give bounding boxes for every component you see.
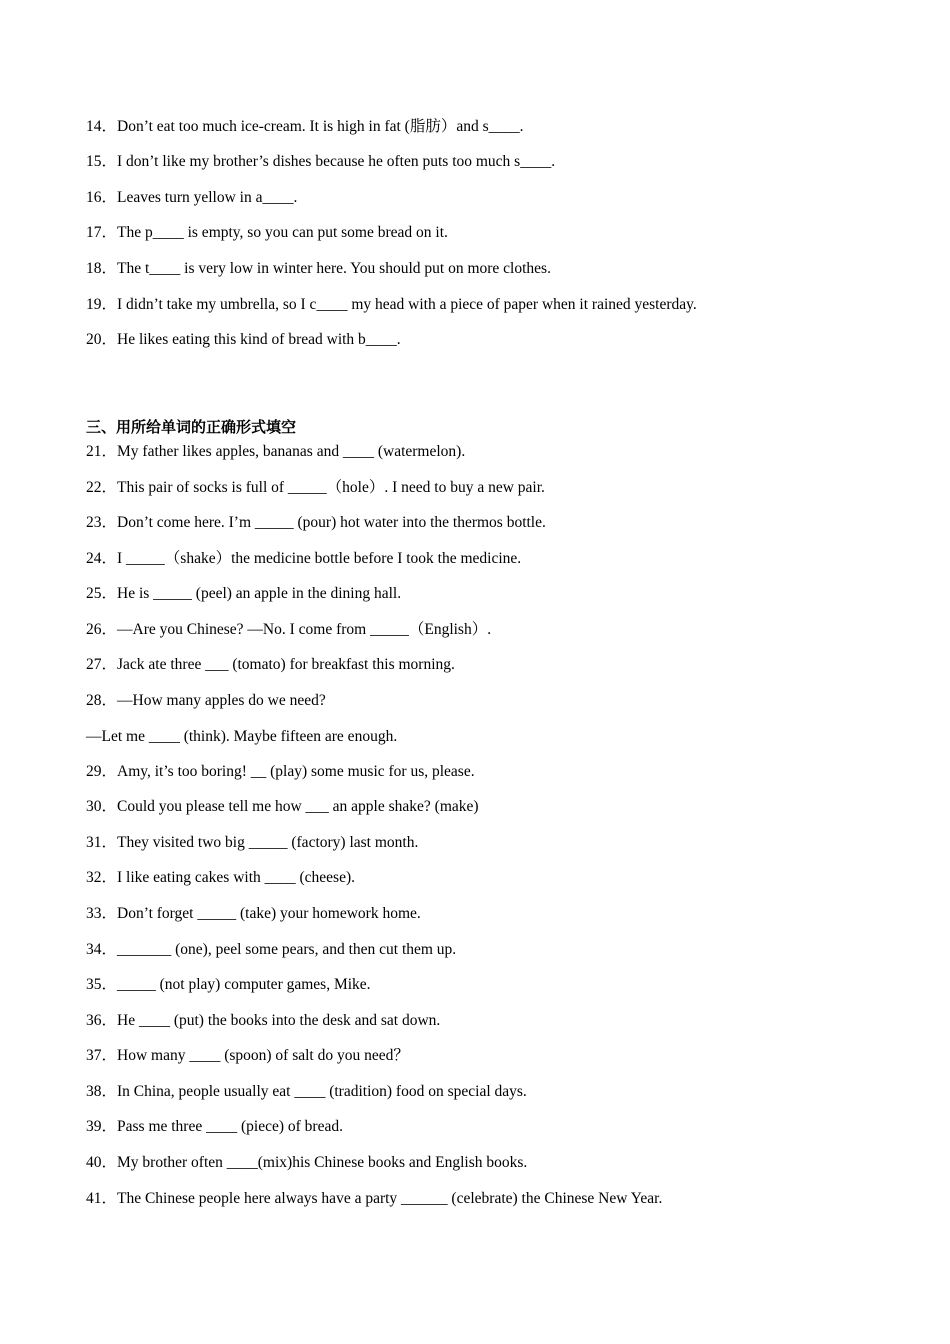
question-34: 34．_______ (one), peel some pears, and then cut them up. [86, 941, 457, 958]
question-40: 40．My brother often ____(mix)his Chinese books and English books. [86, 1154, 528, 1171]
question-20: 20．He likes eating this kind of bread with b____. [86, 331, 401, 348]
question-31: 31．They visited two big _____ (factory) last month. [86, 834, 419, 851]
question-21: 21．My father likes apples, bananas and ____ (watermelon). [86, 443, 466, 460]
question-27: 27．Jack ate three ___ (tomato) for breakfast this morning. [86, 656, 455, 673]
question-14: 14．Don’t eat too much ice-cream. It is high in fat (脂肪）and s____. [86, 118, 524, 135]
question-38: 38．In China, people usually eat ____ (tradition) food on special days. [86, 1083, 527, 1100]
question-39: 39．Pass me three ____ (piece) of bread. [86, 1118, 343, 1135]
question-30: 30．Could you please tell me how ___ an apple shake? (make) [86, 798, 479, 815]
question-28: 28．—How many apples do we need? [86, 692, 326, 709]
question-33: 33．Don’t forget _____ (take) your homework home. [86, 905, 421, 922]
question-41: 41．The Chinese people here always have a party ______ (celebrate) the Chinese New Year. [86, 1190, 663, 1207]
question-32: 32．I like eating cakes with ____ (cheese). [86, 869, 356, 886]
question-28-continued: —Let me ____ (think). Maybe fifteen are enough. [86, 728, 398, 745]
question-24: 24．I _____（shake）the medicine bottle before I took the medicine. [86, 550, 522, 567]
question-19: 19．I didn’t take my umbrella, so I c____ my head with a piece of paper when it rained yesterday. [86, 296, 697, 313]
question-23: 23．Don’t come here. I’m _____ (pour) hot water into the thermos bottle. [86, 514, 546, 531]
question-15: 15．I don’t like my brother’s dishes because he often puts too much s____. [86, 153, 556, 170]
question-16: 16．Leaves turn yellow in a____. [86, 189, 298, 206]
question-17: 17．The p____ is empty, so you can put some bread on it. [86, 224, 448, 241]
question-22: 22．This pair of socks is full of _____（hole）. I need to buy a new pair. [86, 479, 545, 496]
section-heading: 三、用所给单词的正确形式填空 [86, 418, 297, 436]
question-29: 29．Amy, it’s too boring! __ (play) some music for us, please. [86, 763, 475, 780]
question-36: 36．He ____ (put) the books into the desk and sat down. [86, 1012, 441, 1029]
question-25: 25．He is _____ (peel) an apple in the dining hall. [86, 585, 402, 602]
question-35: 35．_____ (not play) computer games, Mike. [86, 976, 371, 993]
question-18: 18．The t____ is very low in winter here. You should put on more clothes. [86, 260, 551, 277]
question-26: 26．—Are you Chinese? —No. I come from _____（English）. [86, 621, 492, 638]
question-37: 37．How many ____ (spoon) of salt do you need？ [86, 1047, 409, 1064]
